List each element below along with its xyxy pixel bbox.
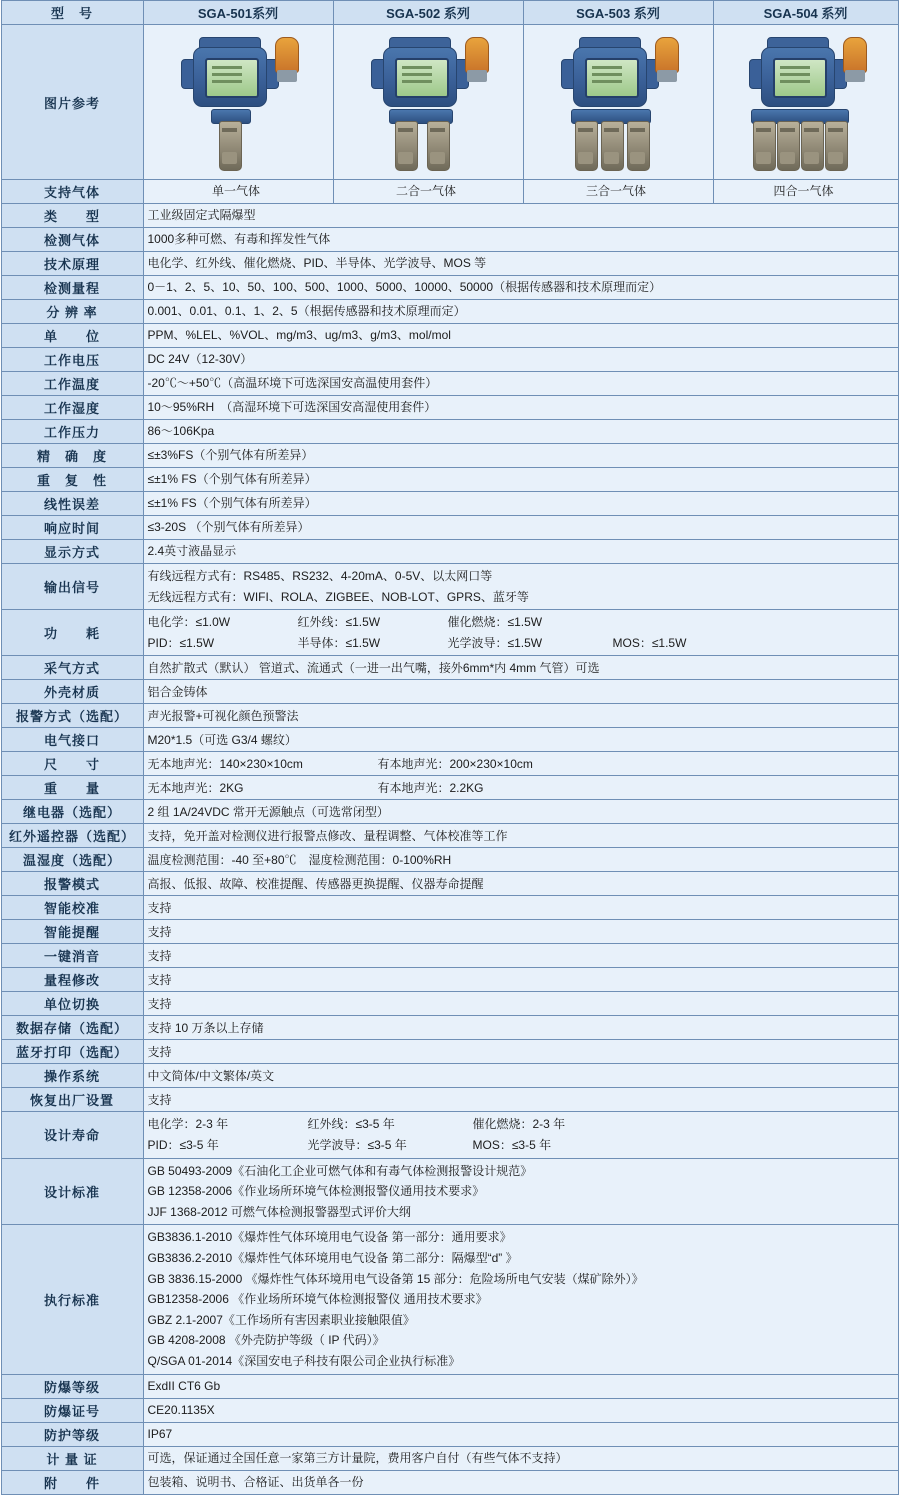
row-label-weight: 重 量: [1, 776, 143, 800]
table-row: [1, 300, 898, 324]
execution-standard-item: GB 3836.15-2000 《爆炸性气体环境用电气设备第 15 部分：危险场所电气安装（煤矿除外）》: [147, 1271, 644, 1286]
table-row: [1, 848, 898, 872]
row-label-gas-support: 支持气体: [1, 180, 143, 204]
table-row: [1, 800, 898, 824]
row-label-dimension: 尺 寸: [1, 752, 143, 776]
model-header-503: SGA-503 系列: [523, 1, 713, 25]
row-label: 线性误差: [1, 492, 143, 516]
row-label: 检测气体: [1, 228, 143, 252]
row-value: 86～106Kpa: [143, 420, 898, 444]
power-catalytic: 催化燃烧：≤1.5W: [447, 615, 543, 630]
design-standard-value: [143, 1158, 898, 1225]
row-value: 2.4英寸液晶显示: [143, 540, 898, 564]
row-label: 恢复出厂设置: [1, 1088, 143, 1112]
table-row: [1, 1064, 898, 1088]
table-row-power: [1, 610, 898, 656]
row-label: 计 量 证: [1, 1446, 143, 1470]
table-row: [1, 516, 898, 540]
gas-support-501: 单一气体: [143, 180, 333, 204]
power-infrared: 红外线：≤1.5W: [297, 615, 381, 630]
execution-standard-item: GB3836.2-2010《爆炸性气体环境用电气设备 第二部分：隔爆型“d” 》: [147, 1250, 518, 1265]
table-row: [1, 252, 898, 276]
table-row: [1, 396, 898, 420]
design-life-line-1: [148, 1114, 894, 1135]
weight-value: [143, 776, 898, 800]
design-life-line-2: [148, 1135, 894, 1156]
table-row-design-life: [1, 1112, 898, 1158]
table-row: [1, 1398, 898, 1422]
gas-detector-icon-1: [163, 29, 313, 175]
power-optical-waveguide: 光学波导：≤1.5W: [447, 635, 543, 650]
row-value: CE20.1135X: [143, 1398, 898, 1422]
row-label: 继电器（选配）: [1, 800, 143, 824]
row-value: 0.001、0.01、0.1、1、2、5（根据传感器和技术原理而定）: [143, 300, 898, 324]
model-header-502: SGA-502 系列: [333, 1, 523, 25]
row-value: 工业级固定式隔爆型: [143, 204, 898, 228]
row-label: 单位切换: [1, 992, 143, 1016]
table-row: [1, 228, 898, 252]
row-label-output-signal: 输出信号: [1, 564, 143, 610]
row-value: DC 24V（12-30V）: [143, 348, 898, 372]
row-label: 温湿度（选配）: [1, 848, 143, 872]
table-row: [1, 1422, 898, 1446]
design-life-value: [143, 1112, 898, 1158]
dimension-without-alarm: 无本地声光：140×230×10cm: [147, 756, 303, 771]
row-label: 报警模式: [1, 872, 143, 896]
table-row: [1, 656, 898, 680]
row-value: ≤±3%FS（个别气体有所差异）: [143, 444, 898, 468]
table-row: [1, 276, 898, 300]
table-row: [1, 1016, 898, 1040]
table-row: [1, 468, 898, 492]
execution-standard-value: [143, 1225, 898, 1374]
power-semiconductor: 半导体：≤1.5W: [297, 635, 381, 650]
product-image-503: [523, 25, 713, 180]
table-row: [1, 872, 898, 896]
table-row-model-header: [1, 1, 898, 25]
row-value: 高报、低报、故障、校准提醒、传感器更换提醒、仪器寿命提醒: [143, 872, 898, 896]
design-standard-item: GB 50493-2009《石油化工企业可燃气体和有毒气体检测报警设计规范》: [147, 1163, 533, 1178]
row-value: ≤±1% FS（个别气体有所差异）: [143, 468, 898, 492]
row-value: 自然扩散式（默认） 管道式、流通式（一进一出气嘴，接外6mm*内 4mm 气管）可选: [143, 656, 898, 680]
product-image-501: [143, 25, 333, 180]
row-label: 检测量程: [1, 276, 143, 300]
row-value: IP67: [143, 1422, 898, 1446]
row-label: 防爆等级: [1, 1374, 143, 1398]
row-value: 声光报警+可视化颜色预警法: [143, 704, 898, 728]
execution-standard-item: GB3836.1-2010《爆炸性气体环境用电气设备 第一部分：通用要求》: [147, 1230, 512, 1245]
row-value: PPM、%LEL、%VOL、mg/m3、ug/m3、g/m3、mol/mol: [143, 324, 898, 348]
gas-support-502: 二合一气体: [333, 180, 523, 204]
table-row-gas-support: [1, 180, 898, 204]
specification-table: [1, 0, 899, 1495]
table-row: [1, 444, 898, 468]
row-label: 单 位: [1, 324, 143, 348]
life-infrared: 红外线：≤3-5 年: [307, 1117, 395, 1132]
row-label: 电气接口: [1, 728, 143, 752]
row-label: 技术原理: [1, 252, 143, 276]
table-row: [1, 1040, 898, 1064]
row-value: 支持: [143, 920, 898, 944]
row-label: 分 辨 率: [1, 300, 143, 324]
row-value: 2 组 1A/24VDC 常开无源触点（可选常闭型）: [143, 800, 898, 824]
execution-standard-item: Q/SGA 01-2014《深国安电子科技有限公司企业执行标准》: [147, 1353, 461, 1368]
table-row: [1, 944, 898, 968]
row-value: 可选，保证通过全国任意一家第三方计量院，费用客户自付（有些气体不支持）: [143, 1446, 898, 1470]
dimension-with-alarm: 有本地声光：200×230×10cm: [377, 756, 533, 771]
row-value: 支持: [143, 896, 898, 920]
row-value: 支持: [143, 968, 898, 992]
row-value: 中文简体/中文繁体/英文: [143, 1064, 898, 1088]
execution-standard-item: GB 4208-2008 《外壳防护等级（ IP 代码）》: [147, 1333, 385, 1348]
table-row: [1, 1088, 898, 1112]
row-label: 重 复 性: [1, 468, 143, 492]
design-standard-item: GB 12358-2006《作业场所环境气体检测报警仪通用技术要求》: [147, 1184, 485, 1199]
row-label: 采气方式: [1, 656, 143, 680]
life-mos: MOS：≤3-5 年: [472, 1137, 552, 1152]
row-value: 支持: [143, 944, 898, 968]
dimension-value: [143, 752, 898, 776]
table-row: [1, 204, 898, 228]
table-row: [1, 680, 898, 704]
table-row: [1, 728, 898, 752]
row-label-design-life: 设计寿命: [1, 1112, 143, 1158]
row-value: 支持: [143, 992, 898, 1016]
row-label-power: 功 耗: [1, 610, 143, 656]
power-pid: PID：≤1.5W: [147, 635, 215, 650]
row-label-execution-standard: 执行标准: [1, 1225, 143, 1374]
row-label: 防护等级: [1, 1422, 143, 1446]
row-label: 一键消音: [1, 944, 143, 968]
row-value: 包装箱、说明书、合格证、出货单各一份: [143, 1470, 898, 1494]
model-header-504: SGA-504 系列: [713, 1, 898, 25]
weight-without-alarm: 无本地声光：2KG: [147, 780, 244, 795]
gas-detector-icon-2: [353, 29, 503, 175]
power-value: [143, 610, 898, 656]
table-row: [1, 920, 898, 944]
row-label: 蓝牙打印（选配）: [1, 1040, 143, 1064]
row-label: 红外遥控器（选配）: [1, 824, 143, 848]
gas-detector-icon-3: [543, 29, 693, 175]
table-row-design-standard: [1, 1158, 898, 1225]
output-signal-value: [143, 564, 898, 610]
table-row: [1, 824, 898, 848]
row-label: 防爆证号: [1, 1398, 143, 1422]
table-row: [1, 540, 898, 564]
row-value: ≤±1% FS（个别气体有所差异）: [143, 492, 898, 516]
output-signal-wireless: 无线远程方式有：WIFI、ROLA、ZIGBEE、NOB-LOT、GPRS、蓝牙等: [147, 589, 529, 604]
row-value: ≤3-20S （个别气体有所差异）: [143, 516, 898, 540]
row-value: M20*1.5（可选 G3/4 螺纹）: [143, 728, 898, 752]
table-row: [1, 324, 898, 348]
row-value: 铝合金铸体: [143, 680, 898, 704]
table-row-weight: [1, 776, 898, 800]
table-row-execution-standard: [1, 1225, 898, 1374]
row-value: 支持 10 万条以上存储: [143, 1016, 898, 1040]
weight-with-alarm: 有本地声光：2.2KG: [377, 780, 484, 795]
gas-support-504: 四合一气体: [713, 180, 898, 204]
life-pid: PID：≤3-5 年: [147, 1137, 219, 1152]
table-row: [1, 1446, 898, 1470]
life-optical-waveguide: 光学波导：≤3-5 年: [307, 1137, 407, 1152]
row-label: 显示方式: [1, 540, 143, 564]
row-label: 报警方式（选配）: [1, 704, 143, 728]
row-label: 智能校准: [1, 896, 143, 920]
table-row: [1, 704, 898, 728]
table-row: [1, 992, 898, 1016]
row-value: 电化学、红外线、催化燃烧、PID、半导体、光学波导、MOS 等: [143, 252, 898, 276]
table-row: [1, 968, 898, 992]
table-row-output-signal: [1, 564, 898, 610]
output-signal-wired: 有线远程方式有：RS485、RS232、4-20mA、0-5V、以太网口等: [147, 569, 493, 583]
model-header-501: SGA-501系列: [143, 1, 333, 25]
row-value: 支持，免开盖对检测仪进行报警点修改、量程调整、气体校准等工作: [143, 824, 898, 848]
row-label: 附 件: [1, 1470, 143, 1494]
row-value: 支持: [143, 1040, 898, 1064]
row-label: 工作湿度: [1, 396, 143, 420]
table-row-image-reference: [1, 25, 898, 180]
table-row: [1, 1470, 898, 1494]
row-label: 操作系统: [1, 1064, 143, 1088]
row-label: 智能提醒: [1, 920, 143, 944]
row-label: 工作电压: [1, 348, 143, 372]
row-label: 工作压力: [1, 420, 143, 444]
table-row: [1, 896, 898, 920]
table-row: [1, 492, 898, 516]
row-label: 工作温度: [1, 372, 143, 396]
row-value: 10～95%RH （高湿环境下可选深国安高湿使用套件）: [143, 396, 898, 420]
gas-detector-icon-4: [731, 29, 881, 175]
product-image-502: [333, 25, 523, 180]
row-label: 外壳材质: [1, 680, 143, 704]
power-electrochemical: 电化学：≤1.0W: [147, 615, 231, 630]
life-electrochemical: 电化学：2-3 年: [147, 1117, 229, 1132]
row-label: 量程修改: [1, 968, 143, 992]
row-label: 类 型: [1, 204, 143, 228]
execution-standard-item: GBZ 2.1-2007《工作场所有害因素职业接触限值》: [147, 1312, 415, 1327]
row-value: 1000多种可燃、有毒和挥发性气体: [143, 228, 898, 252]
row-value: -20℃～+50℃（高温环境下可选深国安高温使用套件）: [143, 372, 898, 396]
table-row-dimension: [1, 752, 898, 776]
row-label: 精 确 度: [1, 444, 143, 468]
gas-support-503: 三合一气体: [523, 180, 713, 204]
row-value: 支持: [143, 1088, 898, 1112]
design-standard-item: JJF 1368-2012 可燃气体检测报警器型式评价大纲: [147, 1204, 411, 1219]
power-mos: MOS：≤1.5W: [612, 635, 687, 650]
table-row: [1, 420, 898, 444]
row-label: 数据存储（选配）: [1, 1016, 143, 1040]
table-row: [1, 1374, 898, 1398]
row-label-design-standard: 设计标准: [1, 1158, 143, 1225]
product-image-504: [713, 25, 898, 180]
table-row: [1, 372, 898, 396]
life-catalytic: 催化燃烧：2-3 年: [472, 1117, 566, 1132]
power-line-1: [148, 612, 894, 633]
table-row: [1, 348, 898, 372]
power-line-2: [148, 633, 894, 654]
row-value: 温度检测范围：-40 至+80℃ 湿度检测范围：0-100%RH: [143, 848, 898, 872]
row-label-model: 型 号: [1, 1, 143, 25]
row-label-image-reference: 图片参考: [1, 25, 143, 180]
row-value: 0－1、2、5、10、50、100、500、1000、5000、10000、50000（根据传感器和技术原理而定）: [143, 276, 898, 300]
execution-standard-item: GB12358-2006 《作业场所环境气体检测报警仪 通用技术要求》: [147, 1292, 488, 1307]
row-value: ExdII CT6 Gb: [143, 1374, 898, 1398]
row-label: 响应时间: [1, 516, 143, 540]
